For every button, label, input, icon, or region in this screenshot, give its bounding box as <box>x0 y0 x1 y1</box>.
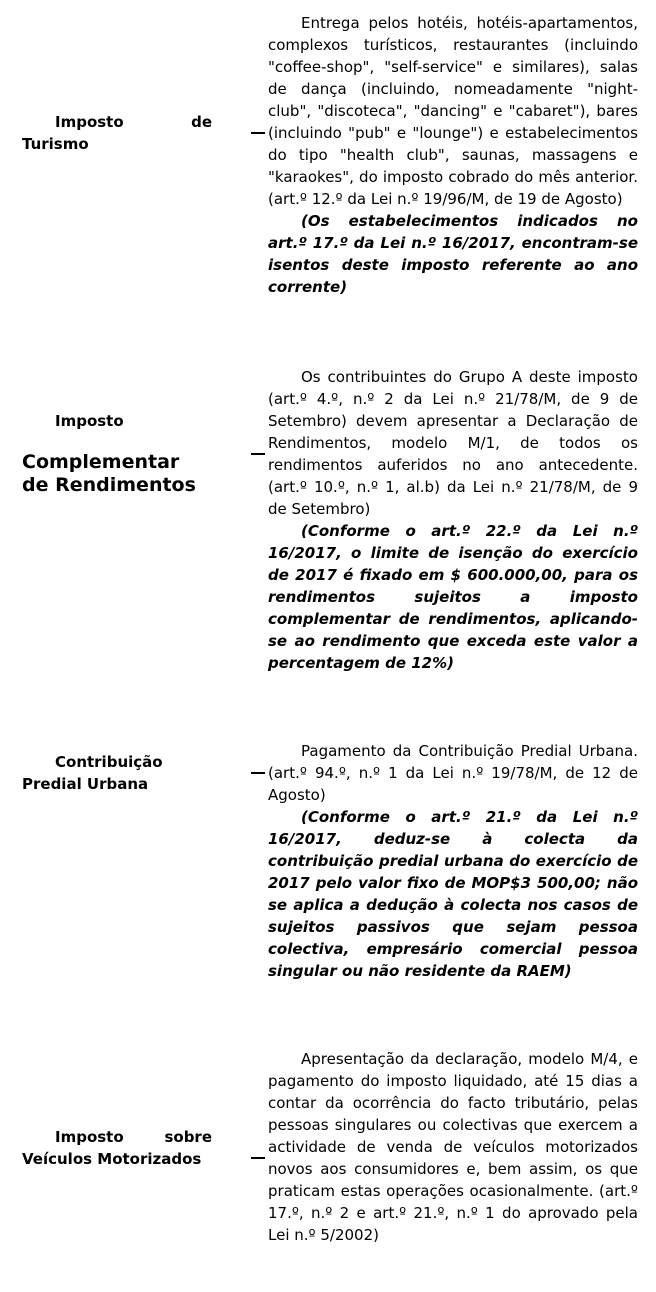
dash-separator <box>251 1157 265 1159</box>
tax-description <box>268 366 638 674</box>
tax-title-large: Complementar de Rendimentos <box>22 451 196 496</box>
description-note: (Conforme o art.º 22.º da Lei n.º 16/2017, o limite de isenção do exercício de 2017 é fixado em $ 600.000,00, para os rendimentos sujeitos a imposto complementar de rendimentos, aplicando-se ao rendimento que exceda este valor a percentagem de 12%) <box>268 522 638 672</box>
description-note: (Os estabelecimentos indicados no art.º 17.º da Lei n.º 16/2017, encontram-se isentos deste imposto referente ao ano corrente) <box>268 212 638 296</box>
tax-description <box>268 740 638 982</box>
tax-row-rendimentos <box>0 366 656 718</box>
tax-title: Imposto sobre Veículos Motorizados <box>22 1128 212 1168</box>
tax-title: Imposto de Turismo <box>22 113 212 153</box>
description-text: Apresentação da declaração, modelo M/4, e pagamento do imposto liquidado, até 15 dias a contar da ocorrência do facto tributário, pelas pessoas singulares ou colectivas que exercem a actividade de venda de veículos motorizados novos aos consumidores e, bem assim, os que praticam estas operações ocasionalmente. (art.º 17.º, n.º 2 e art.º 21.º, n.º 1 do aprovado pela Lei n.º 5/2002) <box>268 1050 638 1244</box>
tax-row-turismo <box>0 12 656 344</box>
description-note: (Conforme o art.º 21.º da Lei n.º 16/2017, deduz-se à colecta da contribuição predial urbana do exercício de 2017 pelo valor fixo de MOP$3 500,00; não se aplica a dedução à colecta nos casos de sujeitos passivos que sejam pessoa colectiva, empresário comercial pessoa singular ou não residente da RAEM) <box>268 808 638 980</box>
description-text: Os contribuintes do Grupo A deste imposto (art.º 4.º, n.º 2 da Lei n.º 21/78/M, de 9 de Setembro) devem apresentar a Declaração de Rendimentos, modelo M/1, de todos os rendimentos auferidos no ano antecedente. (art.º 10.º, n.º 1, al.b) da Lei n.º 21/78/M, de 9 de Setembro) <box>268 368 638 518</box>
description-text: Entrega pelos hotéis, hotéis-apartamentos, complexos turísticos, restaurantes (incluindo "coffee-shop", "self-service" e similares), salas de dança (incluindo, nomeadamente "night-club", "discoteca", "dancing" e "cabaret"), bares (incluindo "pub" e "lounge") e estabelecimentos do tipo "health club", saunas, massagens e "karaokes", do imposto cobrado do mês anterior. (art.º 12.º da Lei n.º 19/96/M, de 19 de Agosto) <box>268 14 638 208</box>
description-text: Pagamento da Contribuição Predial Urbana. (art.º 94.º, n.º 1 da Lei n.º 19/78/M, de 12 de Agosto) <box>268 742 638 804</box>
tax-description <box>268 1048 638 1246</box>
dash-separator <box>251 772 265 774</box>
tax-title: Contribuição Predial Urbana <box>22 753 163 793</box>
tax-description <box>268 12 638 298</box>
dash-separator <box>251 132 265 134</box>
tax-row-veiculos <box>0 1048 656 1280</box>
tax-row-predial <box>0 740 656 1026</box>
tax-title: Imposto Complementar de Rendimentos <box>22 410 212 497</box>
dash-separator <box>251 453 265 455</box>
